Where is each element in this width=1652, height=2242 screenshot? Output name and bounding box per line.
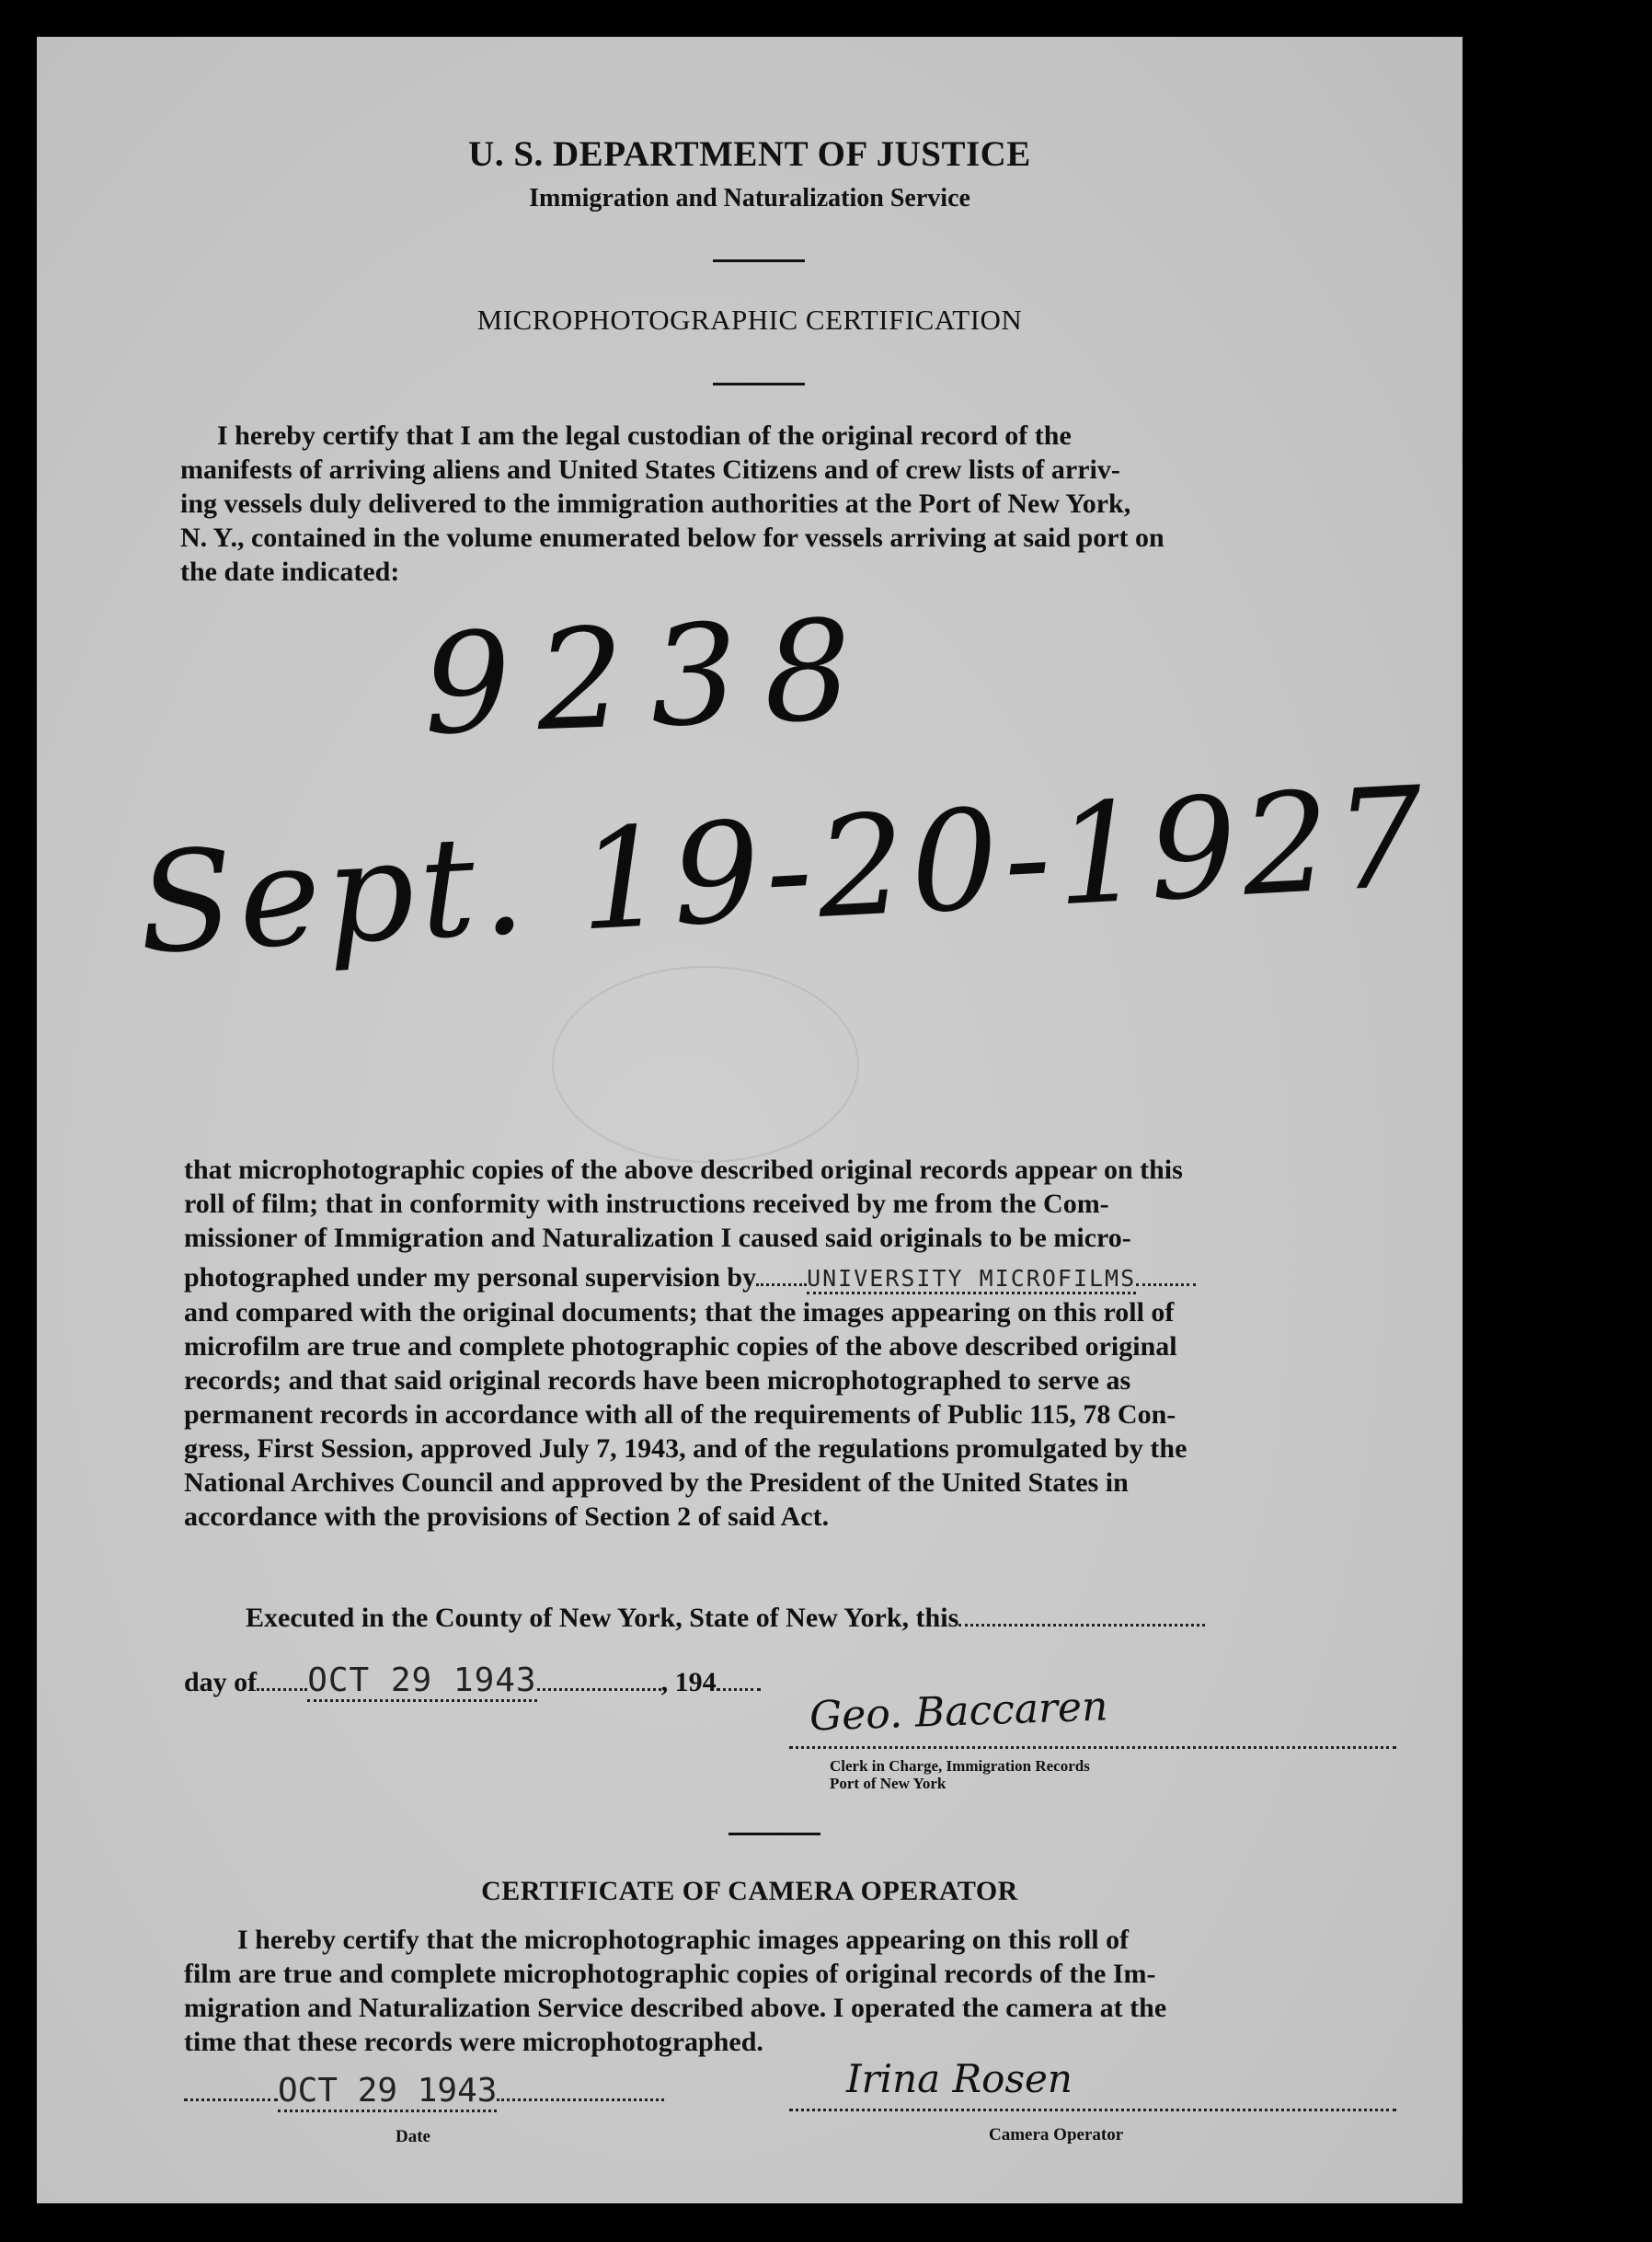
clerk-title-line: Port of New York <box>830 1775 946 1792</box>
divider-mid <box>713 383 805 385</box>
executed-text: Executed in the County of New York, State of New York, this <box>246 1603 959 1633</box>
operator-signature: Irina Rosen <box>846 2056 1073 2101</box>
execution-date-stamp: OCT 29 1943 <box>307 1661 536 1702</box>
clerk-title <box>830 1757 1090 1792</box>
divider-top <box>713 259 805 262</box>
handwritten-roll-number: 9238 <box>420 590 880 766</box>
service-subheading: Immigration and Naturalization Service <box>529 184 970 213</box>
leader-dots <box>717 1688 761 1691</box>
day-of-line <box>184 1663 761 1699</box>
operator-date-line <box>184 2072 664 2110</box>
leader-dots <box>756 1283 807 1286</box>
clerk-signature: Geo. Baccaren <box>809 1683 1109 1741</box>
leader-dots <box>184 2098 278 2101</box>
copies-line: and compared with the original documents; that the images appearing on this roll of <box>184 1297 1175 1328</box>
copies-line: records; and that said original records have been microphotographed to serve as <box>184 1365 1131 1396</box>
microfilmer-stamp: UNIVERSITY MICROFILMS <box>807 1265 1136 1294</box>
operator-line: migration and Naturalization Service described above. I operated the camera at the <box>184 1993 1167 2023</box>
copies-line: accordance with the provisions of Section 2 of said Act. <box>184 1501 830 1532</box>
copies-line: missioner of Immigration and Naturalization I caused said originals to be micro- <box>184 1223 1131 1253</box>
operator-line: time that these records were microphotographed. <box>184 2027 763 2057</box>
copies-line: roll of film; that in conformity with instructions received by me from the Com- <box>184 1189 1109 1219</box>
leader-dots <box>497 2098 664 2101</box>
copies-line: gress, First Session, approved July 7, 1943, and of the regulations promulgated by the <box>184 1433 1187 1464</box>
custodian-line: I hereby certify that I am the legal custodian of the original record of the <box>217 420 1072 451</box>
leader-dots <box>1136 1283 1196 1286</box>
certificate-sheet <box>37 37 1463 2203</box>
certification-title: MICROPHOTOGRAPHIC CERTIFICATION <box>476 304 1023 336</box>
operator-line: I hereby certify that the microphotographic images appearing on this roll of <box>237 1925 1130 1955</box>
clerk-signature-line <box>789 1746 1396 1749</box>
supervision-line <box>184 1260 1398 1295</box>
department-heading: U. S. DEPARTMENT OF JUSTICE <box>468 134 1031 174</box>
leader-dots <box>257 1688 307 1691</box>
leader-dots <box>537 1688 661 1691</box>
custodian-paragraph <box>180 419 1393 589</box>
camera-operator-title: CERTIFICATE OF CAMERA OPERATOR <box>481 1876 1018 1906</box>
operator-signature-line <box>789 2109 1396 2111</box>
day-of-label: day of <box>184 1667 258 1697</box>
custodian-line: the date indicated: <box>180 557 400 587</box>
divider-bottom <box>728 1833 820 1835</box>
operator-label: Camera Operator <box>989 2125 1124 2144</box>
handwritten-dates: Sept. 19-20-1927 <box>134 757 1433 985</box>
custodian-line: ing vessels duly delivered to the immigration authorities at the Port of New York, <box>180 489 1131 519</box>
copies-paragraph <box>184 1153 1398 1534</box>
clerk-title-line: Clerk in Charge, Immigration Records <box>830 1757 1090 1775</box>
custodian-line: N. Y., contained in the volume enumerated below for vessels arriving at said port on <box>180 523 1164 553</box>
copies-line: that microphotographic copies of the above described original records appear on this <box>184 1155 1183 1185</box>
faint-seal-watermark <box>552 966 859 1163</box>
copies-line: permanent records in accordance with all of the requirements of Public 115, 78 Con- <box>184 1399 1176 1430</box>
copies-line: microfilm are true and complete photographic copies of the above described original <box>184 1331 1177 1362</box>
leader-dots <box>958 1624 1205 1627</box>
year-prefix: , 194 <box>660 1667 717 1697</box>
camera-operator-paragraph <box>184 1923 1398 2059</box>
operator-line: film are true and complete microphotographic copies of original records of the Im- <box>184 1959 1156 1989</box>
supervision-prefix: photographed under my personal supervision by <box>184 1262 757 1293</box>
operator-date-stamp: OCT 29 1943 <box>278 2072 497 2112</box>
date-label: Date <box>396 2127 430 2146</box>
custodian-line: manifests of arriving aliens and United States Citizens and of crew lists of arriv- <box>180 454 1120 485</box>
executed-line <box>246 1601 1205 1635</box>
copies-line: National Archives Council and approved by the President of the United States in <box>184 1467 1129 1498</box>
